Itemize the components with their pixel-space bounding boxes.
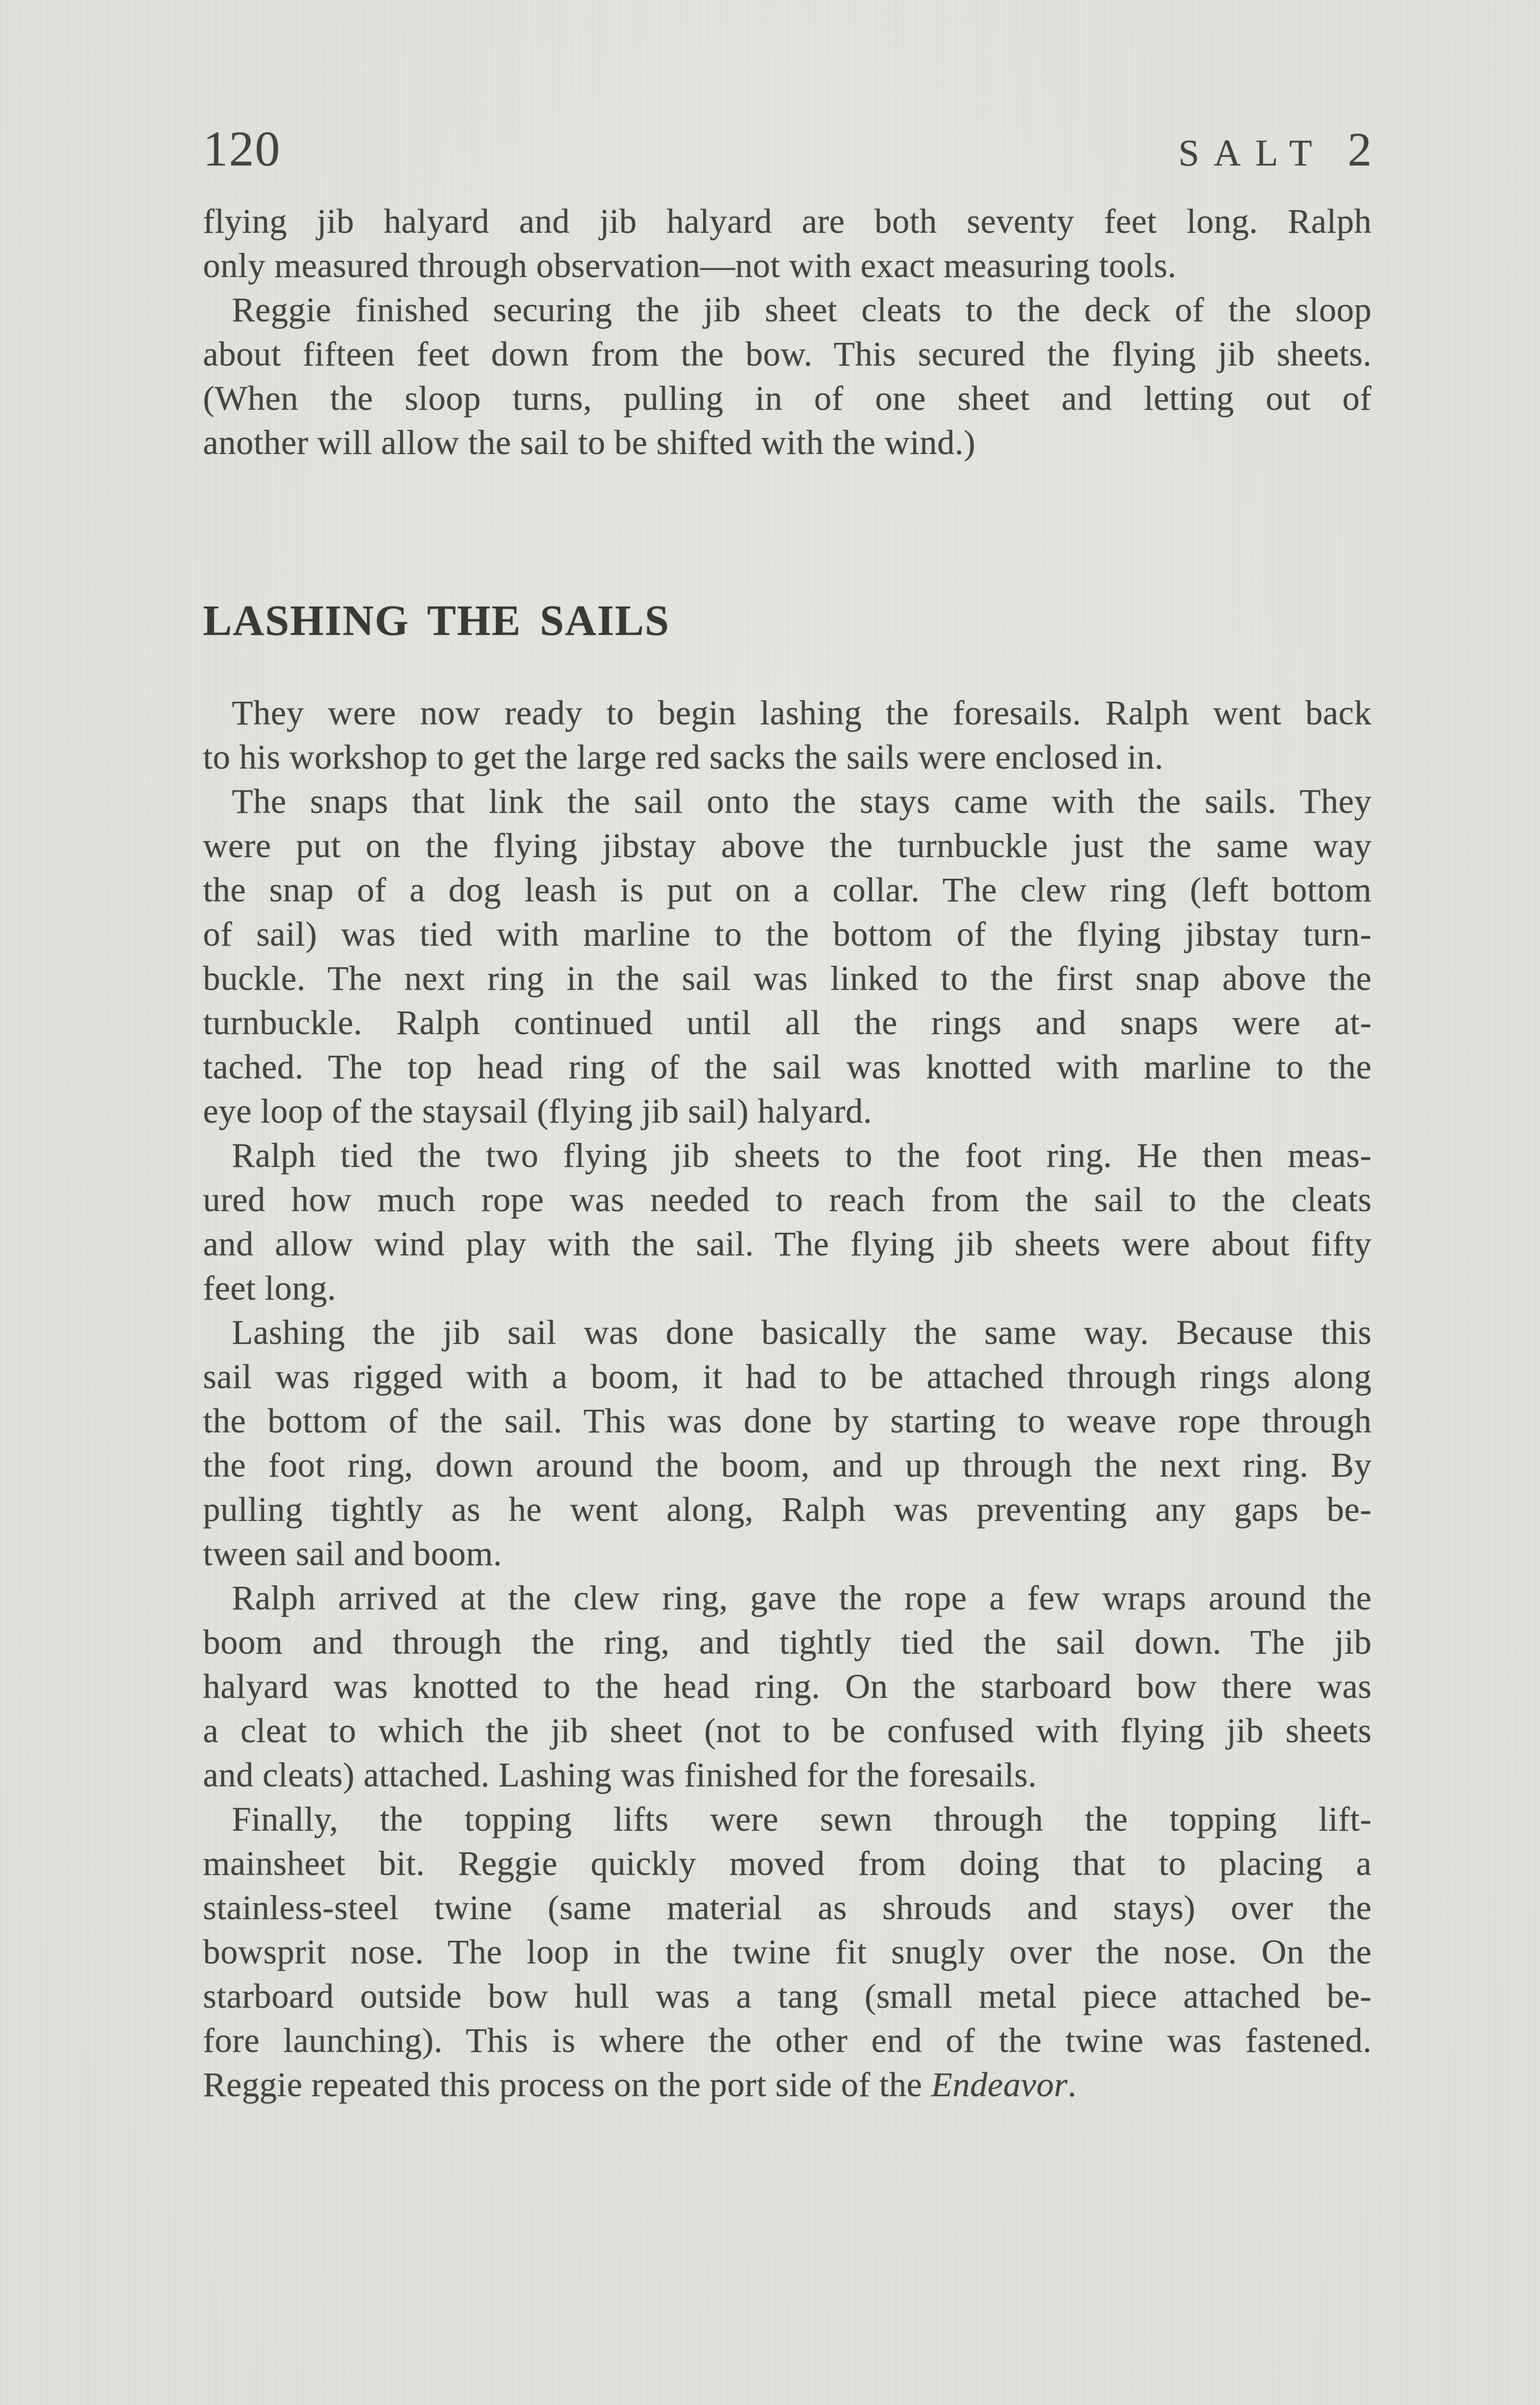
- paragraph: [203, 199, 1372, 288]
- text-line: turnbuckle. Ralph continued until all the rings and snaps were at-: [203, 1003, 1372, 1042]
- text-line: The snaps that link the sail onto the stays came with the sails. They: [232, 782, 1372, 821]
- text-line: to his workshop to get the large red sacks the sails were enclosed in.: [203, 738, 1164, 776]
- text-line: and allow wind play with the sail. The flying jib sheets were about fifty: [203, 1225, 1372, 1263]
- text-line: mainsheet bit. Reggie quickly moved from doing that to placing a: [203, 1844, 1372, 1883]
- running-title-group: [1178, 122, 1372, 177]
- page-header: [203, 0, 1372, 178]
- text-line: Finally, the topping lifts were sewn through the topping lift-: [232, 1800, 1372, 1838]
- text-line: were put on the flying jibstay above the turnbuckle just the same way: [203, 826, 1372, 865]
- text-line: fore launching). This is where the other end of the twine was fastened.: [203, 2021, 1372, 2060]
- text-line: Reggie finished securing the jib sheet cleats to the deck of the sloop: [232, 291, 1372, 329]
- text-line: only measured through observation—not with exact measuring tools.: [203, 246, 1177, 285]
- text-line: another will allow the sail to be shifted with the wind.): [203, 423, 976, 462]
- text-line: a cleat to which the jib sheet (not to be confused with flying jib sheets: [203, 1711, 1372, 1750]
- running-title-text: SALT: [1178, 132, 1326, 174]
- text-line: halyard was knotted to the head ring. On the starboard bow there was: [203, 1667, 1372, 1706]
- text-line: about fifteen feet down from the bow. This secured the flying jib sheets.: [203, 335, 1372, 373]
- page-number: 120: [203, 121, 281, 177]
- text-line: of sail) was tied with marline to the bottom of the flying jibstay turn-: [203, 915, 1372, 953]
- text-line: the bottom of the sail. This was done by starting to weave rope through: [203, 1402, 1372, 1440]
- text-line: ured how much rope was needed to reach from the sail to the cleats: [203, 1180, 1372, 1219]
- text-line: tween sail and boom.: [203, 1534, 502, 1573]
- text-line: feet long.: [203, 1269, 336, 1307]
- text-line: eye loop of the staysail (flying jib sail) halyard.: [203, 1092, 872, 1130]
- paragraph: [203, 1133, 1372, 1310]
- paragraph: [203, 1310, 1372, 1576]
- text-line: Ralph tied the two flying jib sheets to the foot ring. He then meas-: [232, 1136, 1372, 1175]
- paragraph: [203, 1797, 1372, 2107]
- text-line: (When the sloop turns, pulling in of one sheet and letting out of: [203, 379, 1372, 418]
- text-line: sail was rigged with a boom, it had to be attached through rings along: [203, 1357, 1372, 1396]
- text-line: buckle. The next ring in the sail was linked to the first snap above the: [203, 959, 1372, 998]
- text-line: stainless-steel twine (same material as shrouds and stays) over the: [203, 1888, 1372, 1927]
- text-line: tached. The top head ring of the sail was knotted with marline to the: [203, 1048, 1372, 1086]
- paragraph: [203, 1576, 1372, 1797]
- paragraph: [203, 288, 1372, 465]
- text-line: Reggie repeated this process on the port side of the Endeavor.: [203, 2065, 1077, 2104]
- text-line: the snap of a dog leash is put on a collar. The clew ring (left bottom: [203, 871, 1372, 909]
- text-line: flying jib halyard and jib halyard are both seventy feet long. Ralph: [203, 202, 1372, 240]
- text-line: They were now ready to begin lashing the foresails. Ralph went back: [232, 694, 1372, 732]
- text-line: starboard outside bow hull was a tang (small metal piece attached be-: [203, 1977, 1372, 2015]
- text-line: pulling tightly as he went along, Ralph was preventing any gaps be-: [203, 1490, 1372, 1529]
- text-line: boom and through the ring, and tightly tied the sail down. The jib: [203, 1623, 1372, 1661]
- text-line: and cleats) attached. Lashing was finished for the foresails.: [203, 1756, 1037, 1794]
- section-heading: LASHING THE SAILS: [203, 597, 670, 645]
- running-volume-text: 2: [1348, 123, 1372, 176]
- paragraph: [203, 691, 1372, 779]
- paragraph: [203, 779, 1372, 1133]
- text-line: the foot ring, down around the boom, and up through the next ring. By: [203, 1446, 1372, 1484]
- text-line: Lashing the jib sail was done basically the same way. Because this: [232, 1313, 1372, 1352]
- text-line: bowsprit nose. The loop in the twine fit snugly over the nose. On the: [203, 1933, 1372, 1971]
- page-body: [203, 199, 1372, 2107]
- text-line: Ralph arrived at the clew ring, gave the rope a few wraps around the: [232, 1579, 1372, 1617]
